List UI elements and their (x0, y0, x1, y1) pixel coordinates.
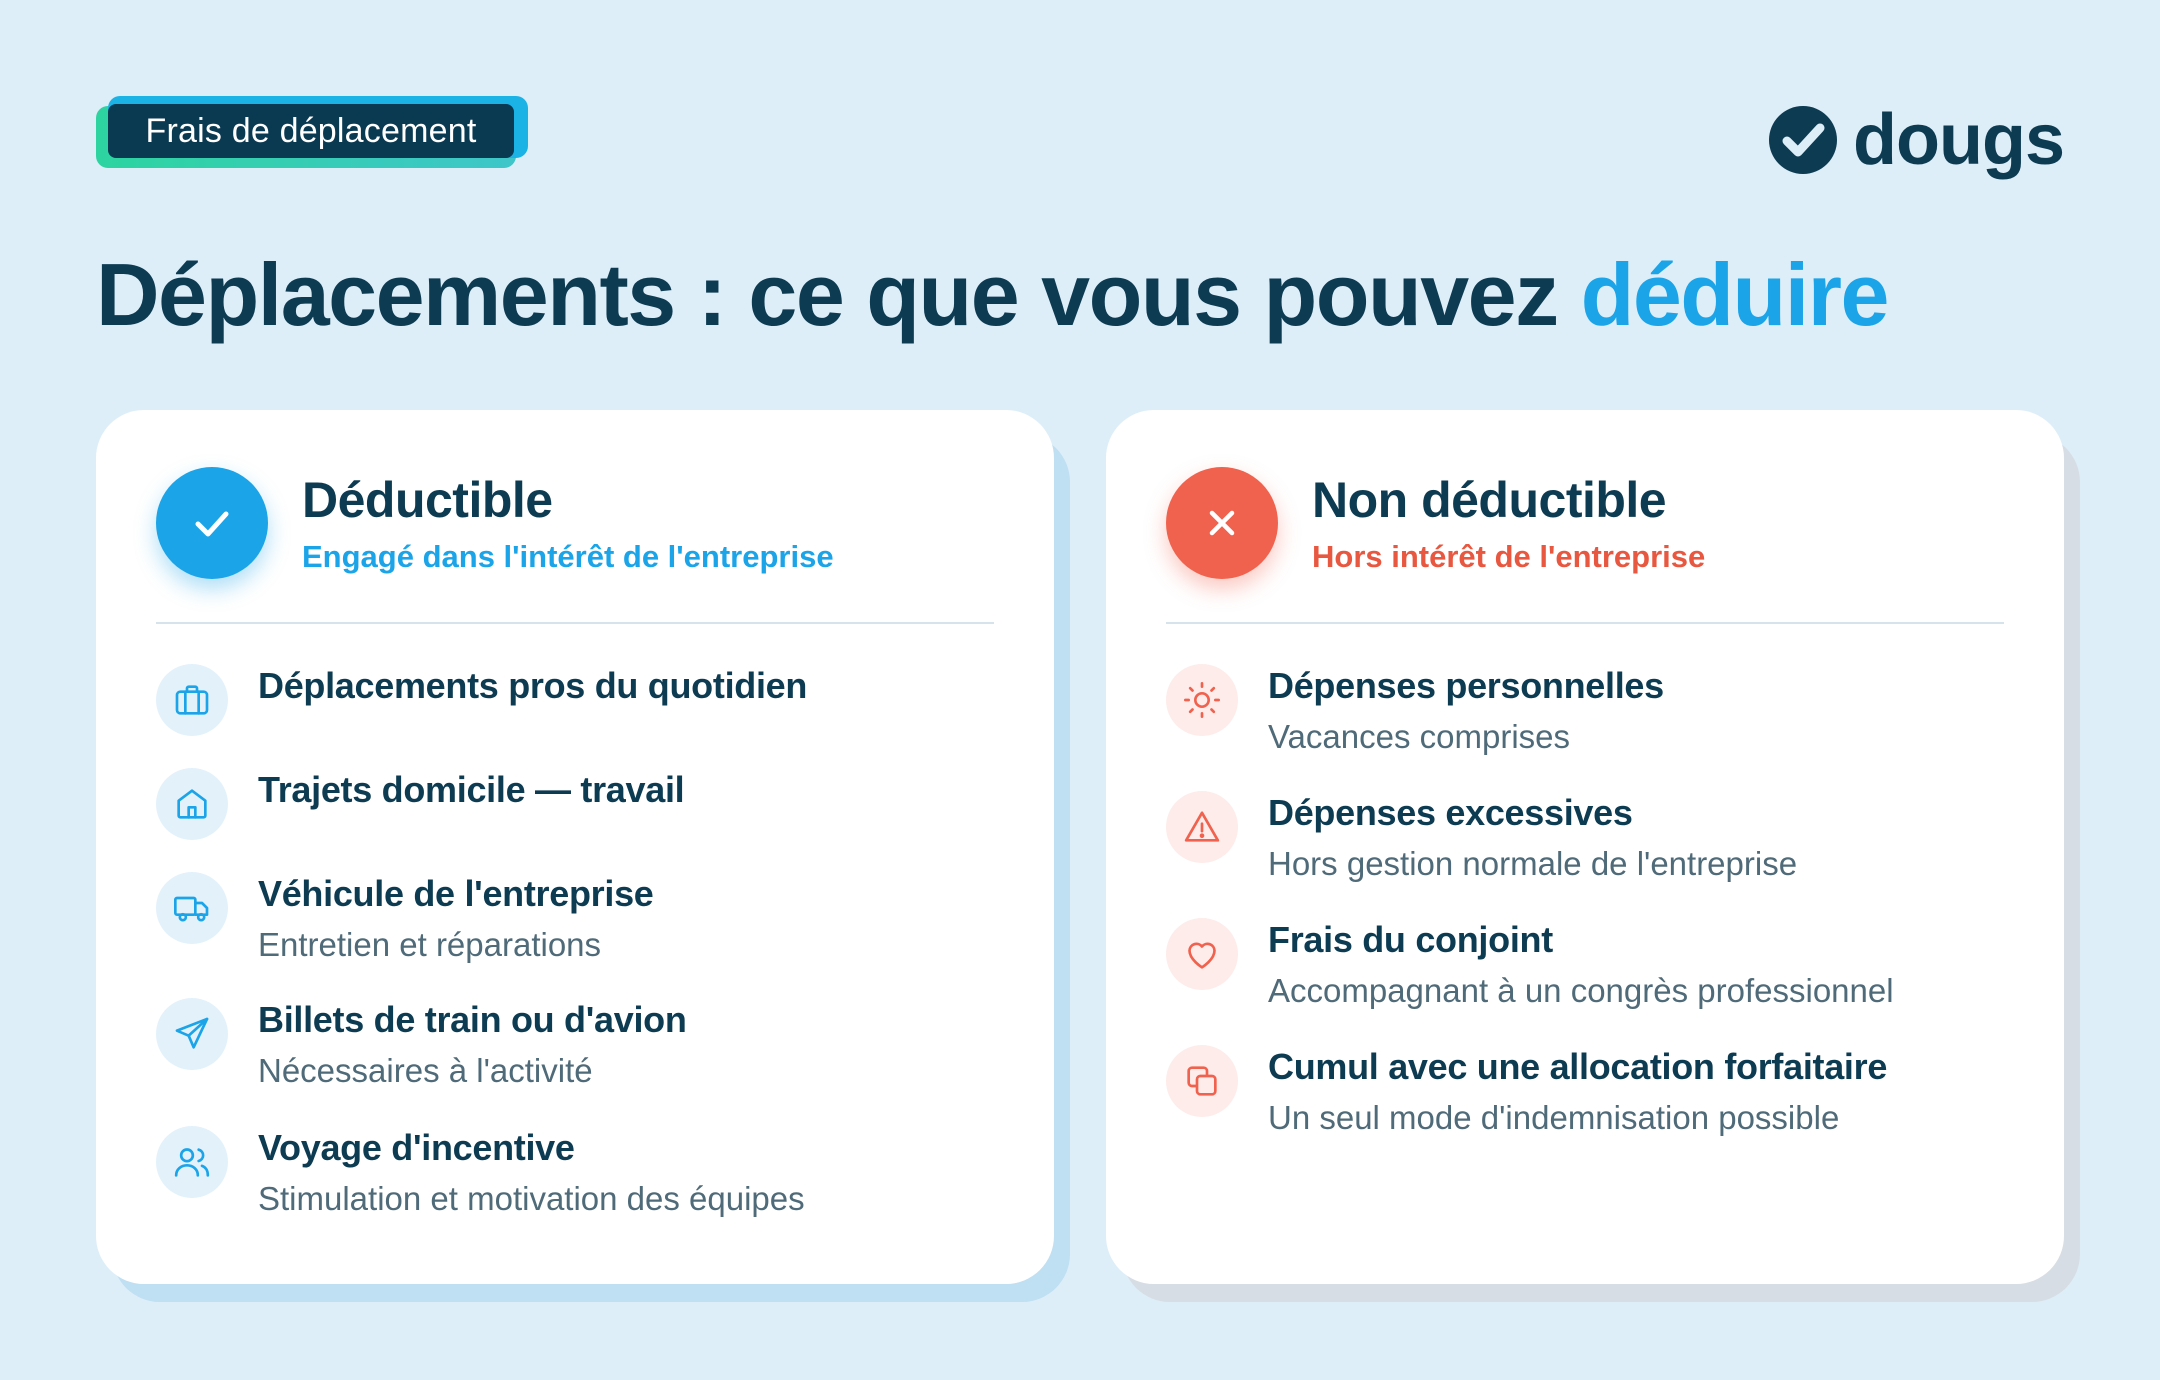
x-icon (1166, 467, 1278, 579)
check-icon (156, 467, 268, 579)
page-title (96, 244, 1888, 346)
non-deductible-subtitle: Hors intérêt de l'entreprise (1312, 539, 1706, 574)
item-subtitle: Vacances comprises (1268, 718, 1571, 755)
item-title: Billets de train ou d'avion (258, 999, 687, 1040)
item-subtitle: Accompagnant à un congrès professionnel (1268, 972, 1894, 1009)
list-item (1166, 920, 2004, 1047)
list-item (156, 770, 994, 874)
item-title: Frais du conjoint (1268, 919, 1553, 960)
list-item (1166, 1047, 2004, 1174)
divider (156, 622, 994, 624)
title-accent: déduire (1580, 245, 1888, 344)
paper-plane-icon (156, 998, 228, 1070)
briefcase-icon (156, 664, 228, 736)
truck-icon (156, 872, 228, 944)
list-item (1166, 666, 2004, 793)
list-item (156, 666, 994, 770)
item-title: Trajets domicile — travail (258, 769, 685, 810)
list-item (156, 874, 994, 1000)
sun-icon (1166, 664, 1238, 736)
warning-icon (1166, 791, 1238, 863)
non-deductible-header (1166, 466, 2004, 580)
item-subtitle: Un seul mode d'indemnisation possible (1268, 1099, 1840, 1136)
home-icon (156, 768, 228, 840)
brand-logo (1767, 100, 2064, 180)
item-subtitle: Hors gestion normale de l'entreprise (1268, 845, 1798, 882)
list-item (1166, 793, 2004, 920)
users-icon (156, 1126, 228, 1198)
logo-text: dougs (1853, 100, 2064, 180)
check-circle-icon (1767, 104, 1839, 176)
item-title: Cumul avec une allocation forfaitaire (1268, 1046, 1888, 1087)
non-deductible-card (1106, 410, 2064, 1284)
list-item (156, 1128, 994, 1218)
deductible-card (96, 410, 1054, 1284)
non-deductible-title: Non déductible (1312, 472, 1667, 528)
heart-icon (1166, 918, 1238, 990)
list-item (156, 1000, 994, 1128)
tag-label: Frais de déplacement (108, 104, 514, 158)
category-tag (96, 96, 530, 170)
item-subtitle: Stimulation et motivation des équipes (258, 1180, 805, 1217)
divider (1166, 622, 2004, 624)
deductible-title: Déductible (302, 472, 553, 528)
deductible-subtitle: Engagé dans l'intérêt de l'entreprise (302, 539, 834, 574)
deductible-header (156, 466, 994, 580)
copy-icon (1166, 1045, 1238, 1117)
item-title: Voyage d'incentive (258, 1127, 575, 1168)
item-subtitle: Nécessaires à l'activité (258, 1052, 593, 1089)
title-main: Déplacements : ce que vous pouvez (96, 245, 1581, 344)
item-title: Dépenses personnelles (1268, 665, 1664, 706)
item-subtitle: Entretien et réparations (258, 926, 602, 963)
item-title: Dépenses excessives (1268, 792, 1633, 833)
item-title: Déplacements pros du quotidien (258, 665, 808, 706)
item-title: Véhicule de l'entreprise (258, 873, 654, 914)
